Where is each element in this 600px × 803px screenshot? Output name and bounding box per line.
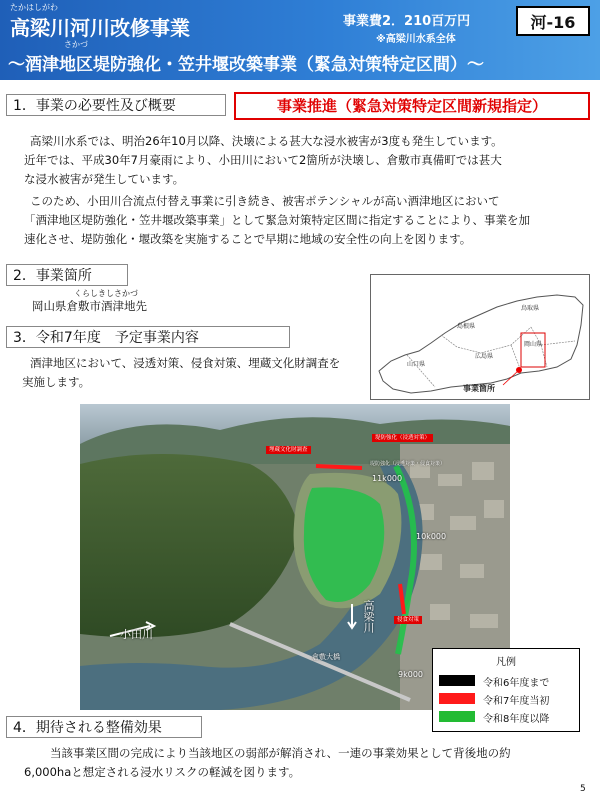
- river-label-takahashi: 高梁川: [362, 600, 375, 633]
- section3-line: 実施します。: [22, 375, 91, 389]
- subtitle-ruby: さかづ: [64, 40, 88, 49]
- km-marker: 9k000: [398, 670, 423, 679]
- river-label-odagawa: 小田川: [120, 628, 153, 641]
- project-cost: 事業費2．210百万円: [343, 14, 471, 29]
- km-marker: 11k000: [372, 474, 403, 483]
- section1-line: このため、小田川合流点付替え事業に引き続き、被害ポテンシャルが高い酒津地区において: [30, 194, 500, 208]
- section1-line: 速化させ、堤防強化・堰改築を実施することで早期に地域の安全性の向上を図ります。: [24, 232, 472, 246]
- status-badge: 事業推進（緊急対策特定区間新規指定）: [234, 92, 590, 120]
- map-site-label: 事業箇所: [463, 384, 495, 393]
- map-label-okayama: 岡山県: [524, 341, 543, 348]
- photo-note: 堤防強化（浸透対策・侵食対策）: [370, 461, 446, 467]
- map-label-yamaguchi: 山口県: [407, 361, 426, 368]
- title-ruby: たかはしがわ: [10, 3, 58, 12]
- section2-heading: 2．事業箇所: [6, 264, 128, 286]
- page-title: 高梁川河川改修事業: [10, 16, 190, 40]
- legend-swatch: [439, 675, 475, 686]
- page-subtitle: 〜酒津地区堤防強化・笠井堰改築事業（緊急対策特定区間）〜: [8, 55, 484, 75]
- cost-note: ※高梁川水系全体: [376, 34, 456, 45]
- project-code-badge: 河-16: [516, 6, 590, 36]
- section1-line: 近年では、平成30年7月豪雨により、小田川において2箇所が決壊し、倉敷市真備町では甚大: [24, 153, 502, 167]
- map-label-shimane: 島根県: [457, 323, 476, 330]
- map-label-hiroshima: 広島県: [475, 353, 494, 360]
- bridge-label: 倉敷大橋: [312, 653, 340, 661]
- legend: [432, 648, 580, 732]
- section4-heading: 4．期待される整備効果: [6, 716, 202, 738]
- section3-heading: 3．令和7年度 予定事業内容: [6, 326, 290, 348]
- map-label-tottori: 鳥取県: [521, 305, 540, 312]
- legend-label: 令和8年度以降: [483, 714, 550, 725]
- tag-archaeology: 埋蔵文化財調査: [266, 446, 311, 454]
- section4-line: 当該事業区間の完成により当該地区の弱部が解消され、一連の事業効果として背後地の約: [50, 746, 511, 760]
- project-location: 岡山県倉敷市酒津地先: [32, 299, 147, 313]
- legend-title: 凡例: [496, 657, 516, 668]
- section3-line: 酒津地区において、浸透対策、侵食対策、埋蔵文化財調査を: [30, 356, 341, 370]
- legend-label: 令和6年度まで: [483, 678, 550, 689]
- tag-erosion: 侵食対策: [394, 616, 422, 624]
- tag-seepage: 堤防強化（浸透対策）: [372, 434, 433, 442]
- page-number: 5: [580, 784, 586, 794]
- legend-label: 令和7年度当初: [483, 696, 550, 707]
- section1-line: 「酒津地区堤防強化・笠井堰改築事業」として緊急対策特定区間に指定することにより、事業を加: [24, 213, 530, 227]
- km-marker: 10k000: [416, 532, 447, 541]
- legend-swatch: [439, 711, 475, 722]
- section1-line: な浸水被害が発生しています。: [24, 172, 185, 186]
- legend-swatch: [439, 693, 475, 704]
- section1-heading: 1．事業の必要性及び概要: [6, 94, 226, 116]
- location-map: [370, 274, 590, 400]
- chugoku-map-outline: [371, 275, 589, 399]
- location-ruby: くらしきしさかづ: [74, 289, 138, 298]
- section4-line: 6,000haと想定される浸水リスクの軽減を図ります。: [24, 765, 301, 779]
- section1-line: 高梁川水系では、明治26年10月以降、決壊による甚大な浸水被害が3度も発生しています。: [30, 134, 503, 148]
